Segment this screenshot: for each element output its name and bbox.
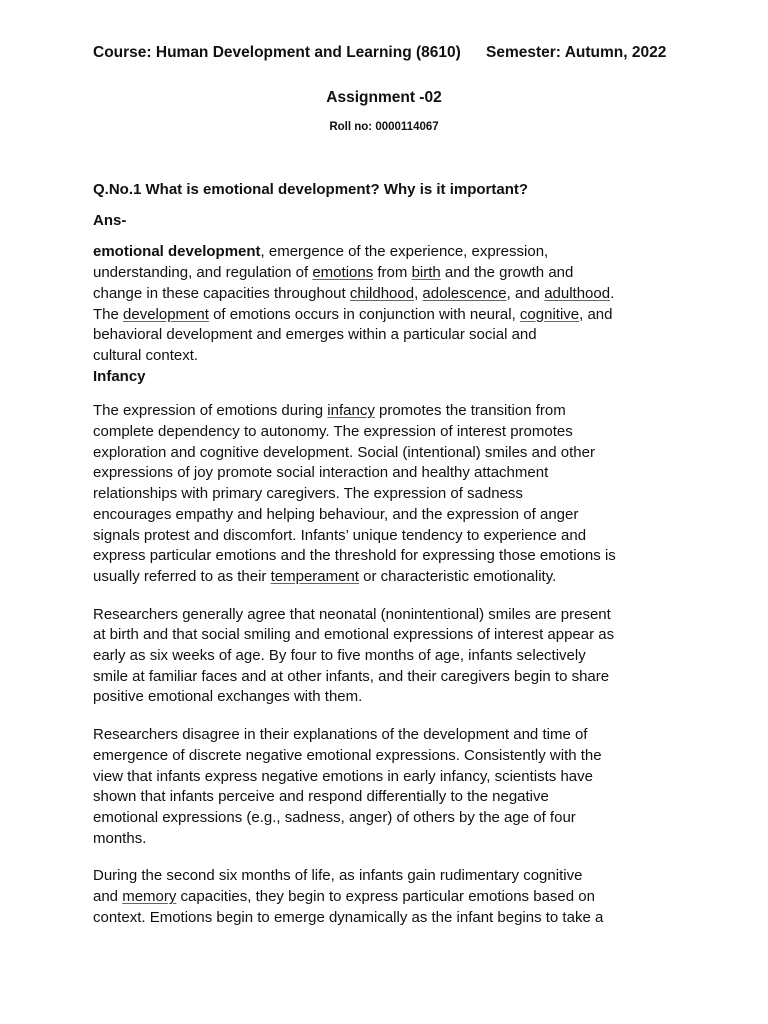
paragraph-second-six-months bbox=[93, 866, 683, 928]
text-run: and the growth and bbox=[440, 264, 574, 282]
text-line: exploration and cognitive development. Social (intentional) smiles and other bbox=[93, 443, 595, 461]
roll-number: Roll no: 0000114067 bbox=[329, 121, 439, 133]
text-line: Researchers disagree in their explanations of the development and time of bbox=[93, 726, 588, 744]
text-line: cultural context. bbox=[93, 346, 199, 364]
text-line: relationships with primary caregivers. The expression of sadness bbox=[93, 485, 523, 503]
text-run: change in these capacities throughout bbox=[93, 284, 350, 302]
link-cognitive[interactable]: cognitive bbox=[519, 305, 580, 323]
text-run: or characteristic emotionality. bbox=[358, 567, 557, 585]
link-infancy[interactable]: infancy bbox=[327, 402, 375, 420]
infancy-heading: Infancy bbox=[93, 367, 146, 385]
question-heading: Q.No.1 What is emotional development? Why is it important? bbox=[93, 181, 529, 198]
text-line: view that infants express negative emotions in early infancy, scientists have bbox=[93, 767, 593, 785]
text-run: understanding, and regulation of bbox=[93, 264, 313, 282]
text-line: context. Emotions begin to emerge dynamically as the infant begins to take a bbox=[93, 908, 604, 926]
text-line: Researchers generally agree that neonatal (nonintentional) smiles are present bbox=[93, 605, 611, 623]
text-line: signals protest and discomfort. Infants’ unique tendency to experience and bbox=[93, 526, 587, 544]
text-run: The expression of emotions during bbox=[93, 402, 328, 420]
text-line: encourages empathy and helping behaviour, and the expression of anger bbox=[93, 505, 579, 523]
text-run: , bbox=[414, 284, 423, 302]
text-run: promotes the transition from bbox=[374, 402, 566, 420]
paragraph-infancy bbox=[93, 401, 683, 587]
text-run: , and bbox=[506, 284, 545, 302]
link-temperament[interactable]: temperament bbox=[270, 567, 359, 585]
text-run: The bbox=[93, 305, 124, 323]
paragraph-negative-emotions bbox=[93, 725, 683, 849]
text-run: from bbox=[373, 264, 412, 282]
course-title: Course: Human Development and Learning (8610) bbox=[93, 44, 461, 61]
text-run: , and bbox=[579, 305, 613, 323]
text-run: of emotions occurs in conjunction with neural, bbox=[208, 305, 520, 323]
link-adolescence[interactable]: adolescence bbox=[422, 284, 507, 302]
text-run: usually referred to as their bbox=[93, 567, 271, 585]
text-line: emotional expressions (e.g., sadness, anger) of others by the age of four bbox=[93, 808, 576, 826]
link-memory[interactable]: memory bbox=[122, 888, 177, 906]
text-line: behavioral development and emerges within a particular social and bbox=[93, 326, 537, 344]
text-run: capacities, they begin to express particular emotions based on bbox=[176, 888, 595, 906]
text-line: shown that infants perceive and respond differentially to the negative bbox=[93, 788, 549, 806]
text-run: . bbox=[610, 284, 615, 302]
course-header bbox=[93, 44, 683, 62]
term-emotional-development: emotional development bbox=[93, 243, 261, 261]
text-line: expressions of joy promote social interaction and healthy attachment bbox=[93, 464, 549, 482]
assignment-title: Assignment -02 bbox=[326, 89, 442, 106]
document-body bbox=[93, 180, 683, 946]
link-adulthood[interactable]: adulthood bbox=[544, 284, 611, 302]
semester-label: Semester: Autumn, 2022 bbox=[486, 44, 667, 61]
link-emotions[interactable]: emotions bbox=[312, 264, 374, 282]
text-line: emergence of discrete negative emotional expressions. Consistently with the bbox=[93, 746, 602, 764]
text-line: months. bbox=[93, 829, 147, 847]
text-line: During the second six months of life, as infants gain rudimentary cognitive bbox=[93, 867, 583, 885]
paragraph-definition bbox=[93, 242, 683, 366]
text-line: positive emotional exchanges with them. bbox=[93, 688, 363, 706]
answer-label: Ans- bbox=[93, 211, 127, 229]
link-development[interactable]: development bbox=[123, 305, 209, 323]
text-run: , emergence of the experience, expression, bbox=[260, 243, 549, 261]
text-line: smile at familiar faces and at other infants, and their caregivers begin to share bbox=[93, 667, 610, 685]
text-line: express particular emotions and the threshold for expressing those emotions is bbox=[93, 547, 616, 565]
text-run: and bbox=[93, 888, 123, 906]
text-line: early as six weeks of age. By four to five months of age, infants selectively bbox=[93, 647, 586, 665]
text-line: complete dependency to autonomy. The expression of interest promotes bbox=[93, 423, 573, 441]
link-childhood[interactable]: childhood bbox=[349, 284, 415, 302]
link-birth[interactable]: birth bbox=[411, 264, 441, 282]
paragraph-smiles bbox=[93, 605, 683, 709]
text-line: at birth and that social smiling and emotional expressions of interest appear as bbox=[93, 626, 615, 644]
